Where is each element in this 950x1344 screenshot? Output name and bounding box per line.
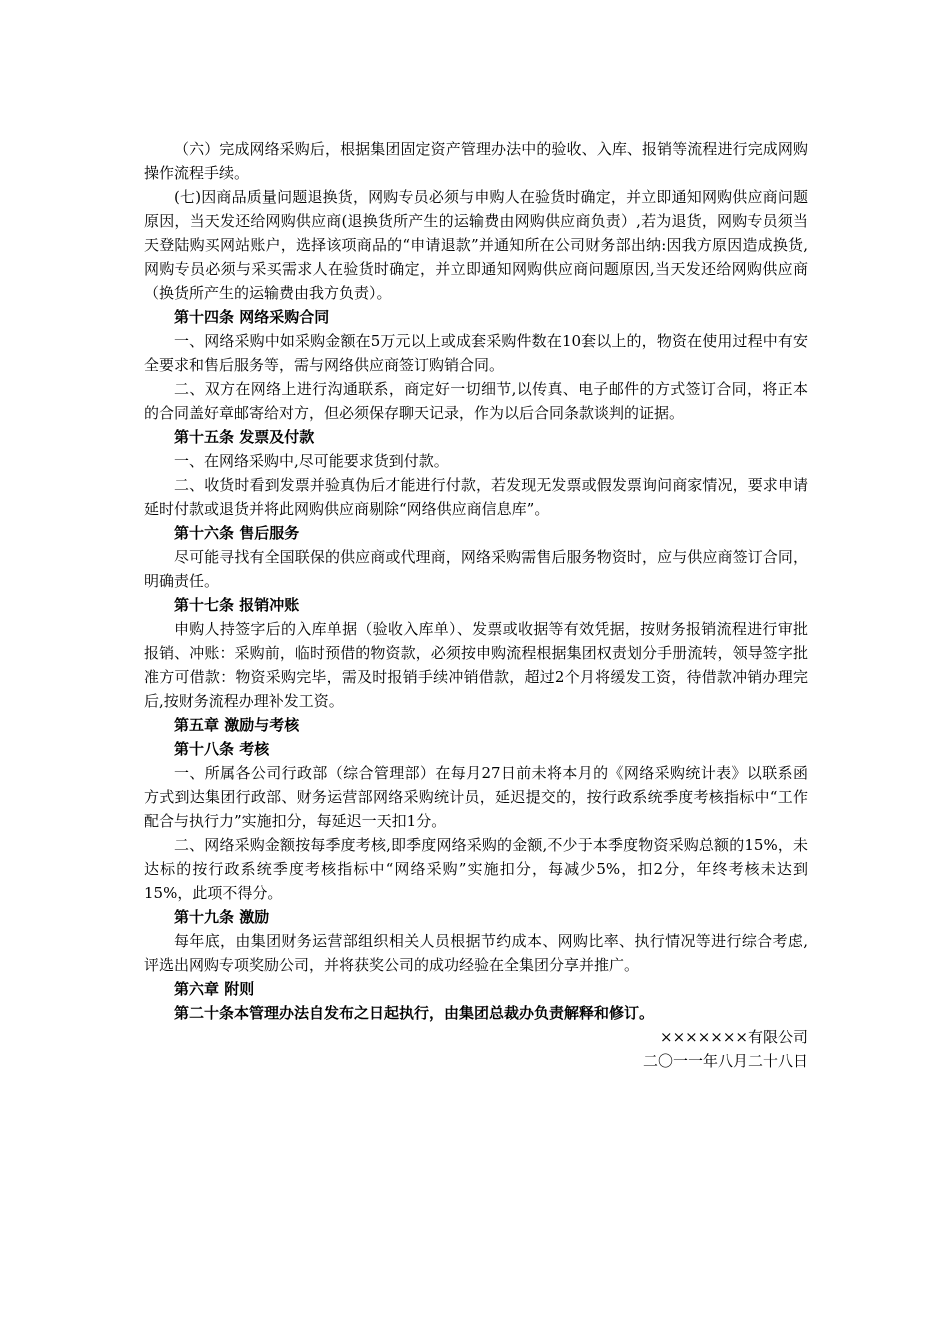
article-14-heading: 第十四条 网络采购合同 — [174, 308, 330, 326]
article-16-heading: 第十六条 售后服务 — [174, 524, 300, 542]
article-17-heading: 第十七条 报销冲账 — [174, 596, 300, 614]
article-16-text: 尽可能寻找有全国联保的供应商或代理商，网络采购需售后服务物资时，应与供应商签订合同，明确责任。 — [144, 548, 808, 590]
chapter-5-heading: 第五章 激励与考核 — [174, 716, 300, 734]
signature-company: ×××××××有限公司 — [660, 1028, 808, 1046]
paragraph-7: (七)因商品质量问题退换货，网购专员必须与申购人在验货时确定，并立即通知网购供应商问题原因，当天发还给网购供应商(退换货所产生的运输费由网购供应商负责）,若为退货，网购专员须当天登陆购买网站账户，选择该项商品的“申请退款”并通知所在公司财务部出纳:因我方原因造成换货,网购专员必须与采买需求人在验货时确定，并立即通知网购供应商问题原因,当天发还给网购供应商（换货所产生的运输费由我方负责）。 — [144, 188, 808, 302]
signature-date: 二〇一一年八月二十八日 — [642, 1052, 808, 1070]
document-body — [144, 137, 808, 1073]
article-20-text: 第二十条本管理办法自发布之日起执行，由集团总裁办负责解释和修订。 — [174, 1004, 655, 1022]
article-19-heading: 第十九条 激励 — [174, 908, 270, 926]
article-17-text: 申购人持签字后的入库单据（验收入库单）、发票或收据等有效凭据，按财务报销流程进行审批报销、冲账：采购前，临时预借的物资款，必须按申购流程根据集团权责划分手册流转，领导签字批准方可借款：物资采购完毕，需及时报销手续冲销借款，超过2个月将缓发工资，待借款冲销办理完后,按财务流程办理补发工资。 — [144, 620, 808, 710]
article-19-text: 每年底，由集团财务运营部组织相关人员根据节约成本、网购比率、执行情况等进行综合考虑,评选出网购专项奖励公司，并将获奖公司的成功经验在全集团分享并推广。 — [144, 932, 808, 974]
article-18-heading: 第十八条 考核 — [174, 740, 270, 758]
article-14-item-1: 一、网络采购中如采购金额在5万元以上或成套采购件数在10套以上的，物资在使用过程中有安全要求和售后服务等，需与网络供应商签订购销合同。 — [144, 332, 808, 374]
article-15-item-1: 一、在网络采购中,尽可能要求货到付款。 — [174, 452, 449, 470]
article-15-item-2: 二、收货时看到发票并验真伪后才能进行付款，若发现无发票或假发票询问商家情况，要求申请延时付款或退货并将此网购供应商剔除“网络供应商信息库”。 — [144, 476, 808, 518]
article-15-heading: 第十五条 发票及付款 — [174, 428, 315, 446]
article-18-item-2: 二、网络采购金额按每季度考核,即季度网络采购的金额,不少于本季度物资采购总额的15%，未达标的按行政系统季度考核指标中“网络采购”实施扣分，每减少5%，扣2分，年终考核未达到15%，此项不得分。 — [144, 836, 808, 902]
chapter-6-heading: 第六章 附则 — [174, 980, 255, 998]
article-14-item-2: 二、双方在网络上进行沟通联系，商定好一切细节,以传真、电子邮件的方式签订合同，将正本的合同盖好章邮寄给对方，但必须保存聊天记录，作为以后合同条款谈判的证据。 — [144, 380, 808, 422]
article-18-item-1: 一、所属各公司行政部（综合管理部）在每月27日前未将本月的《网络采购统计表》以联系函方式到达集团行政部、财务运营部网络采购统计员，延迟提交的，按行政系统季度考核指标中“工作配合与执行力”实施扣分，每延迟一天扣1分。 — [144, 764, 808, 830]
paragraph-6: （六）完成网络采购后，根据集团固定资产管理办法中的验收、入库、报销等流程进行完成网购操作流程手续。 — [144, 140, 808, 182]
